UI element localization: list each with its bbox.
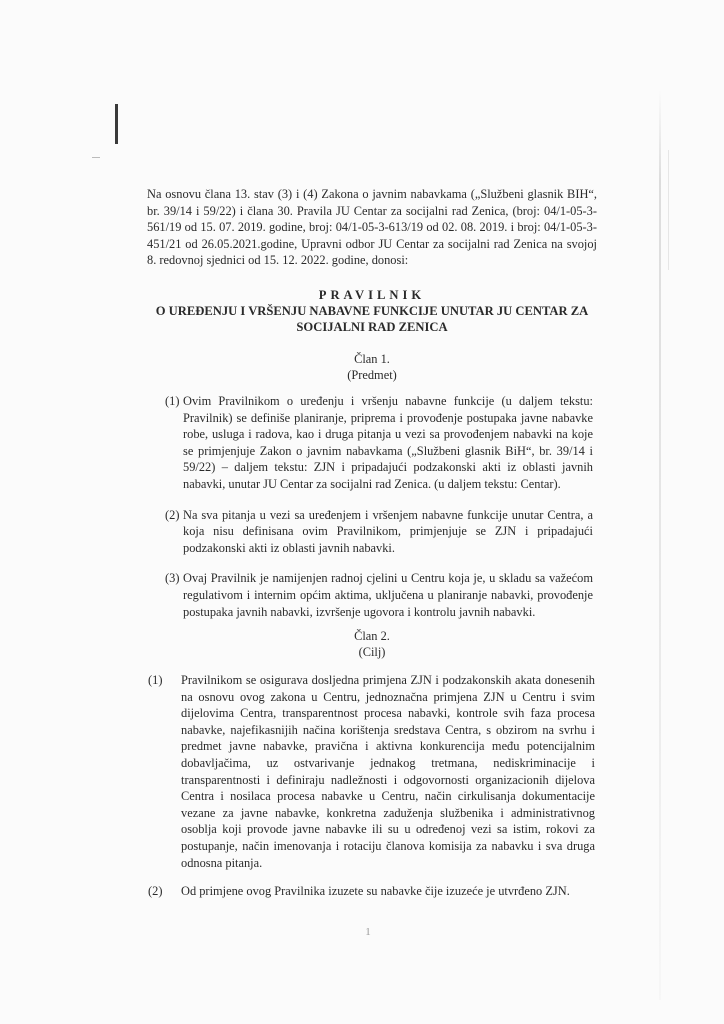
scan-artifact-line: [668, 150, 669, 270]
item-number: (1): [165, 393, 180, 408]
document-body: [147, 186, 597, 938]
item-number: (2): [165, 507, 180, 522]
item-text: Na sva pitanja u vezi sa uređenjem i vršenjem nabavne funkcije unutar Centra, a koja nisu definisana ovim Pravilnikom, primjenjuje se ZJN i pripadajući podzakonski akti iz oblasti javnih nabavki.: [183, 507, 593, 555]
article-subheading: (Cilj): [358, 645, 386, 660]
article-1-item-2: [165, 507, 593, 557]
page-number: 1: [365, 925, 371, 938]
article-2-item-1: [148, 672, 595, 871]
article-1-item-3: [165, 570, 593, 620]
scan-artifact-line: [659, 90, 661, 1000]
document-title-block: [117, 287, 627, 335]
article-2-item-2: [148, 883, 595, 900]
preamble-paragraph: Na osnovu člana 13. stav (3) i (4) Zakona o javnim nabavkama („Službeni glasnik BIH“, br. 39/14 i 59/22) i člana 30. Pravila JU Centar za socijalni rad Zenica, (broj: 04/1-05-3-561/19 od 15. 07. 2019. godine, broj: 04/1-05-3-613/19 od 02. 08. 2019. i broj: 04/1-05-3-451/21 od 26.05.2021.godine, Upravni odbor JU Centar za socijalni rad Zenica na svojoj 8. redovnoj sjednici od 15. 12. 2022. godine, donosi:: [147, 187, 597, 268]
item-number: (2): [148, 884, 163, 899]
article-heading: Član 2.: [354, 629, 390, 644]
item-number: (1): [148, 673, 163, 688]
document-subtitle-line-2: SOCIJALNI RAD ZENICA: [296, 319, 448, 334]
scan-mark-bar: [115, 104, 118, 144]
document-title: PRAVILNIK: [318, 287, 426, 302]
article-2-heading-block: [147, 628, 597, 660]
item-text: Od primjene ovog Pravilnika izuzete su nabavke čije izuzeće je utvrđeno ZJN.: [181, 884, 570, 899]
article-subheading: (Predmet): [347, 367, 397, 382]
item-text: Ovaj Pravilnik je namijenjen radnoj cjelini u Centru koja je, u skladu sa važećom regulativom i internim općim aktima, uključena u planiranje nabavki, provođenje postupaka javnih nabavki, izvršenje ugovora i kontrolu javnih nabavki.: [183, 571, 593, 619]
article-1-item-1: [165, 393, 593, 493]
article-1-heading-block: [147, 351, 597, 383]
document-subtitle-line-1: O UREĐENJU I VRŠENJU NABAVNE FUNKCIJE UNUTAR JU CENTAR ZA: [155, 303, 589, 318]
item-text: Pravilnikom se osigurava dosljedna primjena ZJN i podzakonskih akata donesenih na osnovu ovog zakona u Centru, jednoznačna primjena ZJN u Centru i svim dijelovima Centra, transparentnost procesa nabavki, kontrole svih faza procesa nabavke, najefikasnijih načina korištenja sredstava Centra, s obzirom na svrhu i predmet javne nabavke, pravična i aktivna konkurencija među potencijalnim dobavljačima, uz ostvarivanje jednakog tretmana, nediskriminacije i transparentnosti i definiraju nadležnosti i odgovornosti organizacionih dijelova Centra i nosilaca procesa nabavke u Centru, način cirkulisanja dokumentacije vezane za javne nabavke, konkretna zaduženja službenika i administrativnog osoblja koji provode javne nabavke ili su u određenoj vezi sa istim, rokovi za postupanje, način imenovanja i rotaciju članova komisija za nabavku i sva druga odnosna pitanja.: [181, 673, 595, 870]
article-heading: Član 1.: [354, 351, 390, 366]
item-text: Ovim Pravilnikom o uređenju i vršenju nabavne funkcije (u daljem tekstu: Pravilnik) se definiše planiranje, priprema i provođenje postupaka javne nabavke robe, usluga i radova, kao i druga pitanja u vezi sa provođenjem nabavki na koje se primjenjuje Zakon o javnim nabavkama („Službeni glasnik BiH“, br. 39/14 i 59/22) – daljem tekstu: ZJN i pripadajući podzakonski akti iz oblasti javnih nabavki, unutar JU Centar za socijalni rad Zenica. (u daljem tekstu: Centar).: [183, 393, 593, 491]
scan-mark-dash: [92, 157, 100, 158]
item-number: (3): [165, 571, 180, 586]
